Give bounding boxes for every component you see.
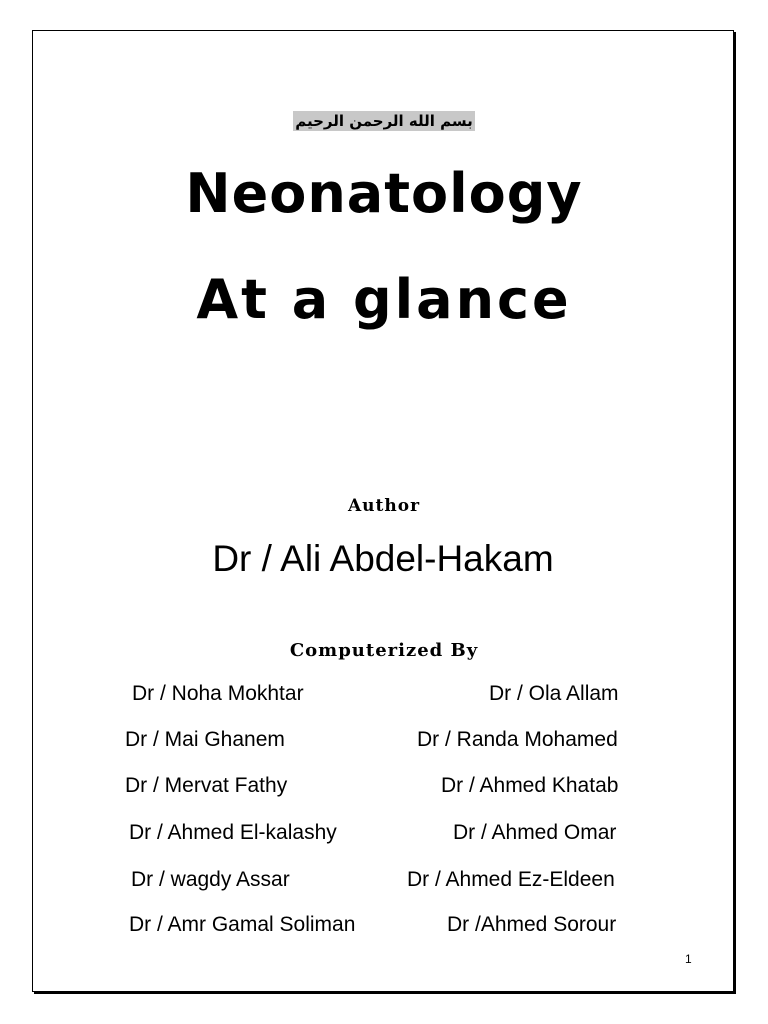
basmala-text: بسم الله الرحمن الرحيم — [295, 112, 473, 130]
title-line-2: At a glance — [196, 268, 572, 331]
contributor-name: Dr / Ahmed Ez-Eldeen — [407, 868, 615, 891]
contributor-name: Dr / Ahmed Omar — [453, 821, 617, 844]
contributor-name: Dr / wagdy Assar — [131, 868, 290, 891]
contributor-name: Dr / Ahmed Khatab — [441, 774, 619, 797]
title-line-1: Neonatology — [185, 162, 583, 225]
contributor-name: Dr / Randa Mohamed — [417, 728, 618, 751]
contributor-name: Dr / Ahmed El-kalashy — [129, 821, 337, 844]
contributor-name: Dr / Noha Mokhtar — [132, 682, 304, 705]
contributor-name: Dr / Mervat Fathy — [125, 774, 288, 797]
author-name: Dr / Ali Abdel-Hakam — [212, 538, 554, 579]
computerized-by-label: Computerized By — [289, 640, 479, 661]
author-label: Author — [347, 496, 421, 516]
basmala-header — [0, 112, 768, 130]
contributor-name: Dr / Ola Allam — [489, 682, 619, 705]
contributor-name: Dr / Mai Ghanem — [125, 728, 285, 751]
page-number: 1 — [685, 952, 692, 966]
contributor-name: Dr / Amr Gamal Soliman — [129, 913, 356, 936]
contributor-name: Dr /Ahmed Sorour — [447, 913, 617, 936]
